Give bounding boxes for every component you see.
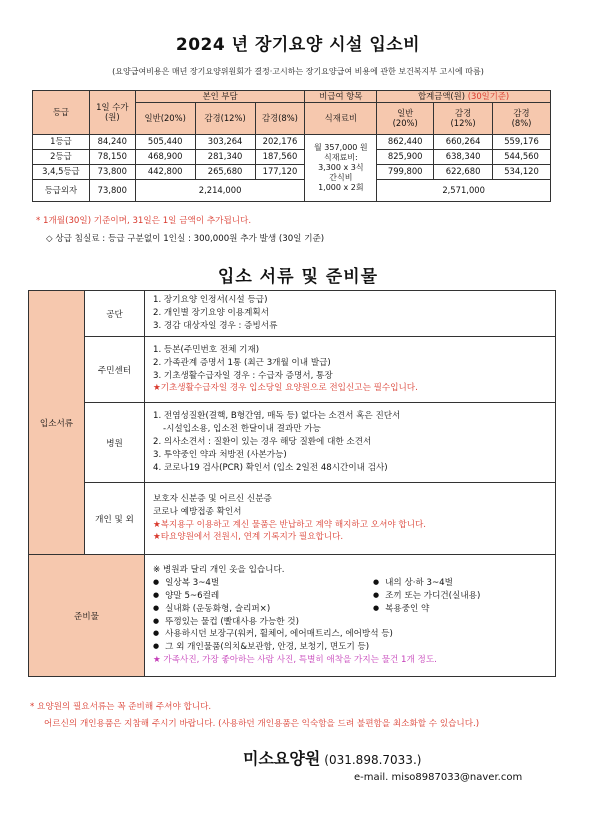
sub-gongdan: 공단 (85, 291, 145, 337)
organization (243, 746, 421, 769)
section-title: 입소 서류 및 준비물 (217, 267, 379, 287)
documents-table (28, 290, 556, 677)
list-item: ● 복용중인 약 (373, 603, 480, 616)
header-nonpay: 비급여 항목 (305, 91, 377, 103)
list-item: ● 내의 상·하 3~4벌 (373, 577, 480, 590)
sub-other: 개인 및 외 (85, 483, 145, 555)
table-row: 3,4,5등급 73,800 442,800 265,680 177,120 799,800 622,680 534,120 (33, 164, 551, 179)
fee-table (32, 90, 551, 202)
header-self-r8: 감경(8%) (255, 102, 305, 134)
table-row: 1등급 84,240 505,440 303,264 202,176 월 357,000 원 식재료비: 3,300 x 3식 간식비 1,000 x 2회 862,440 660,264 559,176 (33, 134, 551, 149)
header-self-general: 일반(20%) (135, 102, 195, 134)
category-prep: 준비물 (29, 555, 145, 677)
header-total-r8: 감경 (8%) (493, 102, 551, 134)
table-row: 2등급 78,150 468,900 281,340 187,560 825,900 638,340 544,560 (33, 149, 551, 164)
header-daily: 1일 수가 (원) (89, 91, 135, 135)
header-meal: 식재료비 (305, 102, 377, 134)
org-phone: (031.898.7033.) (324, 753, 422, 767)
sub-center: 주민센터 (85, 337, 145, 403)
hospital-items: 1. 전염성질환(결핵, B형간염, 매독 등) 없다는 소견서 혹은 진단서 -시설입소용, 입소전 한달이내 결과만 가능 2. 의사소견서 : 질환이 있는 경우 해당 질환에 대한 소견서 3. 투약중인 약과 처방전 (사본가능) 4. 코로나19 검사(PCR) 확인서 (입소 2일전 48시간이내 검사) (145, 403, 556, 483)
header-total-r12: 감경 (12%) (434, 102, 493, 134)
header-self-r12: 감경(12%) (195, 102, 255, 134)
footnote-monthly: * 1개월(30일) 기준이며, 31일은 1일 금액이 추가됩니다. (36, 216, 252, 226)
list-item: ● 일상복 3~4벌 (153, 577, 373, 590)
notice-text: (요양급여비용은 매년 장기요양위원회가 결정·고시하는 장기요양급여 비용에 관한 보건복지부 고시에 따름) (112, 67, 484, 76)
sub-hospital: 병원 (85, 403, 145, 483)
list-item: ● 그 외 개인물품(의치&보관함, 안경, 보청기, 면도기 등) (153, 641, 549, 654)
meal-cost-note: 월 357,000 원 식재료비: 3,300 x 3식 간식비 1,000 x 2회 (305, 134, 377, 201)
header-total-general: 일반 (20%) (377, 102, 434, 134)
header-self-pay: 본인 부담 (135, 91, 305, 103)
list-item: ● 뚜껑있는 물컵 (빨대사용 가능한 것) (153, 616, 549, 629)
list-item: ● 양말 5~6컬레 (153, 590, 373, 603)
list-item: ● 조끼 또는 가디건(실내용) (373, 590, 480, 603)
footnote-room: ◇ 상급 침실료 : 등급 구분없이 1인실 : 300,000원 추가 발생 (30일 기준) (46, 234, 325, 244)
other-items: 보호자 신분증 및 어르신 신분증 코로나 예방접종 확인서 ★복지용구 이용하고 계신 물품은 반납하고 계약 해지하고 오셔야 합니다. ★타요양원에서 전원시, 연계 기록지가 필요합니다. (145, 483, 556, 555)
category-documents: 입소서류 (29, 291, 85, 555)
center-items: 1. 등본(주민번호 전체 기재) 2. 가족관계 증명서 1통 (최근 3개월 이내 발급) 3. 기초생활수급자일 경우 : 수급자 증명서, 통장 ★기초생활수급자일 경우 입소당일 요양원으로 전입신고는 필수입니다. (145, 337, 556, 403)
footer-note-required: * 요양원의 필요서류는 꼭 준비해 주셔야 합니다. (30, 702, 212, 712)
org-email: e-mail. miso8987033@naver.com (354, 772, 523, 783)
header-grade: 등급 (33, 91, 90, 135)
page-title: 2024 년 장기요양 시설 입소비 (175, 35, 421, 55)
org-name: 미소요양원 (243, 749, 321, 768)
prep-items: ※ 병원과 달리 개인 옷을 입습니다. ● 일상복 3~4벌 ● 양말 5~6컬레 ● 실내화 (운동화형, 슬리퍼×) ● 내의 상·하 3~4벌 ● 조끼 또는 가디건(실내용) ● 복용중인 약 ● 뚜껑있는 물컵 (빨대사용 가능한 것) ● 사용하시던 보장구(워커, 휠체어, 에어매트리스, 에어방석 등) ● 그 외 개인물품(의치&보관함, 안경, 보청기, 면도기 등) ★ 가족사진, 가장 좋아하는 사람 사진, 특별히 애착을 가지는 물건 1개 정도. (145, 555, 556, 677)
table-row: 등급외자 73,800 2,214,000 2,571,000 (33, 179, 551, 201)
prep-special-note: ★ 가족사진, 가장 좋아하는 사람 사진, 특별히 애착을 가지는 물건 1개 정도. (153, 655, 437, 666)
header-total: 합계금액(원) (30일기준) (377, 91, 551, 103)
footer-note-personal: 어르신의 개인용품은 지참해 주시기 바랍니다. (사용하던 개인용품은 익숙함을 드려 불편함을 최소화할 수 있습니다.) (44, 719, 480, 729)
gongdan-items: 1. 장기요양 인정서(시설 등급) 2. 개인별 장기요양 이용계획서 3. 경감 대상자일 경우 : 증빙서류 (145, 291, 556, 337)
list-item: ● 사용하시던 보장구(워커, 휠체어, 에어매트리스, 에어방석 등) (153, 628, 549, 641)
list-item: ● 실내화 (운동화형, 슬리퍼×) (153, 603, 373, 616)
